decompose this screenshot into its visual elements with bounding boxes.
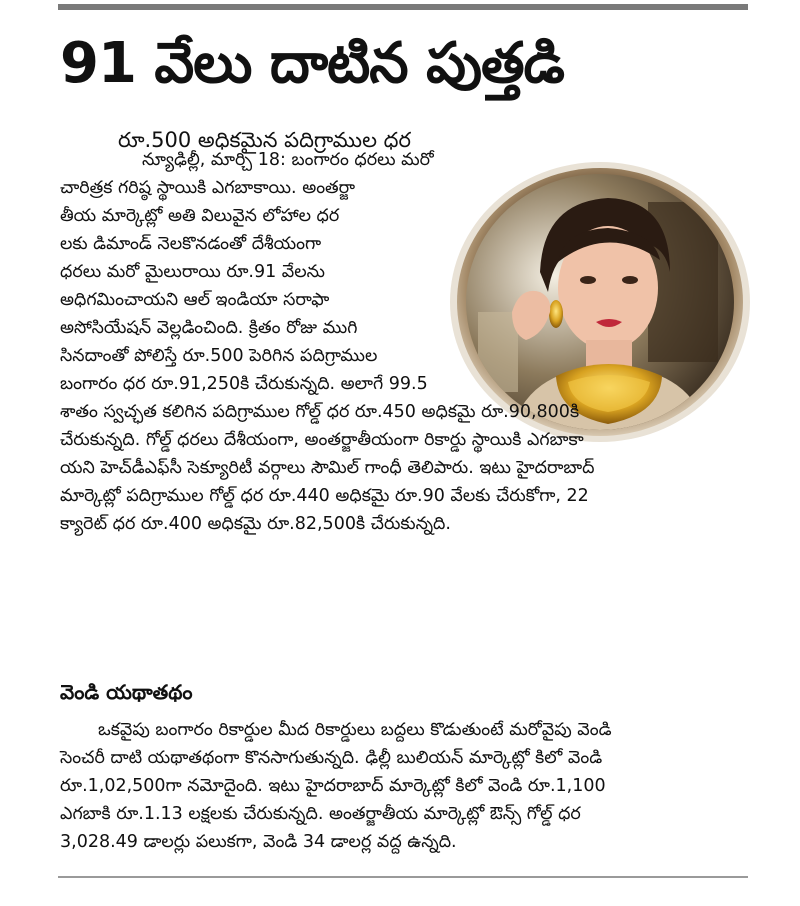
text-line: రూ.1,02,500గా నమోదైంది. ఇటు హైదరాబాద్ మార్కెట్లో కిలో వెండి రూ.1,100 bbox=[60, 776, 606, 796]
text-line: ఎగబాకి రూ.1.13 లక్షలకు చేరుకున్నది. అంతర్జాతీయ మార్కెట్లో ఔన్స్ గోల్డ్ ధర bbox=[60, 804, 581, 824]
text-line: 3,028.49 డాలర్లు పలుకగా, వెండి 34 డాలర్ల వద్ద ఉన్నది. bbox=[60, 832, 457, 852]
text-line: క్యారెట్ ధర రూ.400 అధికమై రూ.82,500కి చేరుకున్నది. bbox=[60, 514, 451, 534]
text-line: ధరలు మరో మైలురాయి రూ.91 వేలను bbox=[60, 262, 325, 282]
text-line: చేరుకున్నది. గోల్డ్ ధరలు దేశీయంగా, అంతర్జాతీయంగా రికార్డు స్థాయికి ఎగబాకా bbox=[60, 430, 584, 450]
headline: 91 వేలు దాటిన పుత్తడి bbox=[60, 31, 564, 96]
text-line: ఒకవైపు బంగారం రికార్డుల మీద రికార్డులు బద్దలు కొడుతుంటే మరోవైపు వెండి bbox=[98, 720, 612, 740]
section-heading-silver: వెండి యథాతథం bbox=[60, 680, 193, 704]
text-line: అసోసియేషన్ వెల్లడించింది. క్రితం రోజు ముగి bbox=[60, 318, 358, 338]
text-line: శాతం స్వచ్ఛత కలిగిన పదిగ్రాముల గోల్డ్ ధర రూ.450 అధికమై రూ.90,800కి bbox=[60, 402, 580, 422]
text-line: యని హెచ్‌డీఎఫ్‌సీ సెక్యూరిటీ వర్గాలు సౌమిల్ గాంధీ తెలిపారు. ఇటు హైదరాబాద్ bbox=[60, 458, 595, 478]
text-line: బంగారం ధర రూ.91,250కి చేరుకున్నది. అలాగే 99.5 bbox=[60, 374, 428, 394]
bottom-rule bbox=[58, 876, 748, 878]
text-line: మార్కెట్లో పదిగ్రాముల గోల్డ్ ధర రూ.440 అధికమై రూ.90 వేలకు చేరుకోగా, 22 bbox=[60, 486, 589, 506]
subheadline: రూ.500 అధికమైన పదిగ్రాముల ధర bbox=[118, 128, 411, 152]
text-line: న్యూఢిల్లీ, మార్చి 18: బంగారం ధరలు మరో bbox=[142, 150, 434, 170]
top-rule bbox=[58, 4, 748, 10]
text-line: సినదాంతో పోలిస్తే రూ.500 పెరిగిన పదిగ్రాముల bbox=[60, 346, 378, 366]
text-line: లకు డిమాండ్ నెలకొనడంతో దేశీయంగా bbox=[60, 234, 322, 254]
text-line: అధిగమించాయని ఆల్ ఇండియా సరాఫా bbox=[60, 290, 330, 310]
text-line: తీయ మార్కెట్లో అతి విలువైన లోహాల ధర bbox=[60, 206, 340, 226]
text-line: చారిత్రక గరిష్ఠ స్థాయికి ఎగబాకాయి. అంతర్జా bbox=[60, 178, 356, 198]
text-line: సెంచరీ దాటి యథాతథంగా కొనసాగుతున్నది. ఢిల్లీ బులియన్ మార్కెట్లో కిలో వెండి bbox=[60, 748, 603, 768]
